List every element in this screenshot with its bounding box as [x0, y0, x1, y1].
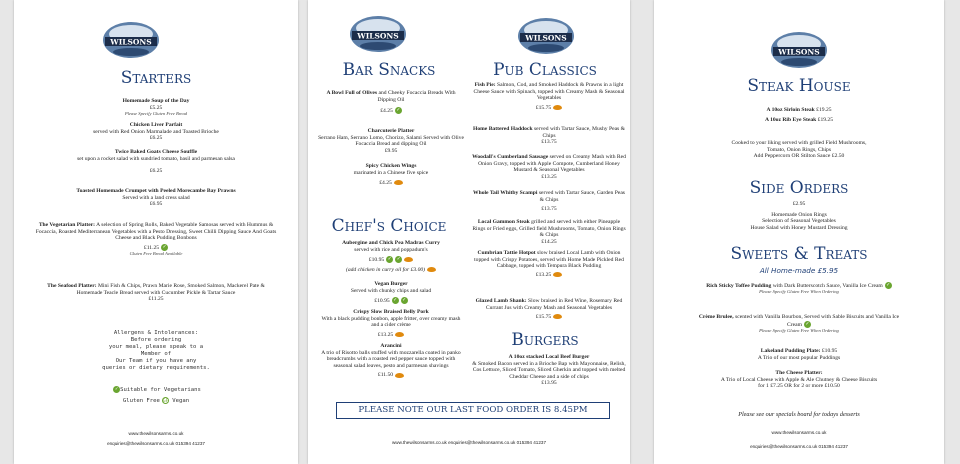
menu-item: Crispy Slow Braised Belly Pork With a black pudding bonbon, apple fritter, over creamy mash and a cider crème £13.25 — [321, 309, 461, 338]
menu-item: A 10oz Sirloin Steak £19.25 A 10oz Rib Eye Steak £19.25 — [764, 107, 834, 123]
menu-item: Vegan Burger Served with chunky chips and salad £10.95 ✓ ✓ — [350, 281, 432, 304]
vegetarian-icon: ✓ — [886, 283, 891, 288]
wilsons-logo — [348, 12, 408, 56]
wilsons-logo — [101, 18, 161, 62]
vegetarian-icon: ✓ — [387, 257, 392, 263]
menu-page-starters — [14, 0, 298, 464]
dietary-legend: ✓ Suitable for Vegetarians Gluten Free GF Vegan — [115, 386, 201, 404]
menu-item: Arancini A trio of Risotto balls stuffed with mozzarella coated in panko breadcrumbs with a roasted red pepper sauce topped with seasonal salad leaves, pesto and parmesan shavings £11.50 — [321, 343, 461, 379]
menu-item: The Cheese Platter: A Trio of Local Cheese with Apple & Ale Chutney & Cheese Biscuits for 1 £7.25 OR for 2 or more £10.50 — [720, 370, 878, 390]
menu-item: Woodall's Cumberland Sausage served on Creamy Mash with Red Onion Gravy, topped with Apple Compote, Cumberland Honey Mustard & Seasonal Vegetables £13.25 — [472, 154, 626, 180]
last-order-notice: PLEASE NOTE OUR LAST FOOD ORDER IS 8.45PM — [336, 402, 610, 419]
menu-item: Fish Pie: Salmon, Cod, and Smoked Haddock & Prawns in a light Cheese Sauce with Spinach, topped with Creamy Mash & Seasonal Vegetables £15.75 — [473, 82, 625, 111]
side-orders-list: £2.95 Homemade Onion Rings Selection of Seasonal Vegetables House Salad with Honey Mustard Dressing — [750, 201, 848, 231]
section-title-pub-classics: Pub Classics — [493, 60, 597, 80]
wilsons-logo — [769, 28, 829, 72]
vegetarian-icon: ✓ — [393, 298, 398, 304]
menu-item: Spicy Chicken Wings marinated in a Chinese five spice £4.25 — [353, 163, 429, 187]
menu-item: Local Gammon Steak grilled and served with either Pineapple Rings or Fried eggs, Grilled field Mushrooms, Tomato, Onion Rings & Chips £14.25 — [472, 219, 626, 245]
website-footer: www.thewilsonsarms.co.uk — [128, 431, 184, 436]
gluten-free-icon: GF — [162, 399, 169, 404]
contact-footer: www.thewilsonsarms.co.uk enquiries@thewilsonsarms.co.uk 015394 41237 — [391, 440, 547, 445]
section-title-bar-snacks: Bar Snacks — [342, 60, 436, 80]
menu-item: Glazed Lamb Shank: Slow braised in Red Wine, Rosemary Red Currant Jus with Creamy Mash and Seasonal Vegetables £15.75 — [475, 298, 623, 321]
section-title-chefs-choice: Chef's Choice — [331, 216, 447, 236]
chilli-icon — [404, 257, 413, 262]
section-title-starters: Starters — [120, 68, 192, 88]
menu-item: Toasted Homemade Crumpet with Peeled Morecambe Bay Prawns Served with a land cress salad £6.95 — [76, 188, 236, 208]
vegetarian-icon: ✓ — [115, 386, 119, 392]
chilli-icon — [395, 373, 404, 378]
menu-item: A 10oz stacked Local Beef Burger & Smoked Bacon served in a Brioche Bap with Mayonnaise, Relish, Cos Lettuce, Sliced Tomato, Sliced Gherkin and topped with melted Cheddar Cheese and a side of chips £13.95 — [472, 354, 626, 387]
section-title-sweets-treats: Sweets & Treats — [730, 244, 868, 264]
menu-item: A Bowl Full of Olives and Cheeky Focaccia Breads With Dipping Oil £4.25 ✓ — [326, 90, 456, 114]
menu-item: The Seafood Platter: Mini Fish & Chips, Prawn Marie Rose, Smoked Salmon, Mackerel Pate & Homemade Teacle Bread served with Cucumber Pickle & Tartar Sauce £11.25 — [47, 283, 265, 303]
menu-item: Lakeland Pudding Plate: £10.95 A Trio of our most popular Puddings — [757, 348, 841, 361]
section-title-steak-house: Steak House — [747, 76, 851, 96]
vegan-icon: ✓ — [402, 298, 407, 304]
chilli-icon — [395, 332, 404, 337]
chilli-icon — [553, 314, 562, 319]
menu-item: Whole Tail Whitby Scampi served with Tartar Sauce, Garden Peas & Chips £13.75 — [473, 190, 625, 213]
sweets-subtitle: All Home-made £5.95 — [759, 266, 839, 275]
contact-footer: enquiries@thewilsonsarms.co.uk 015394 41237 — [107, 441, 205, 446]
menu-item: Chicken Liver Parfait served with Red Onion Marmalade and Toasted Brioche £6.25 — [93, 122, 219, 142]
svg-text:WILSONS: WILSONS — [778, 47, 820, 57]
svg-text:WILSONS: WILSONS — [525, 33, 567, 43]
contact-footer: enquiries@thewilsonsarms.co.uk 015394 41237 — [750, 444, 848, 449]
menu-item: Crème Brulee, scented with Vanilla Bourbon, Served with Sable Biscuits and Vanilla Ice Cream ✓ Please Specify Gluten Free When Ordering — [698, 314, 900, 333]
svg-text:WILSONS: WILSONS — [357, 31, 399, 41]
section-title-burgers: Burgers — [511, 330, 579, 350]
menu-page-mains — [308, 0, 630, 464]
vegetarian-icon: ✓ — [396, 108, 401, 114]
chilli-icon — [427, 267, 436, 272]
chilli-icon — [553, 272, 562, 277]
wilsons-logo — [516, 14, 576, 58]
website-footer: www.thewilsonsarms.co.uk — [771, 430, 827, 435]
menu-item: The Vegetarian Platter: A selection of Spring Rolls, Baked Vegetable Samosas served with Hummus & Focaccia, Roasted Mediterranean Vegetables with a Pesto Dressing, Sweet Chilli Dipping Sauce And Goats Cheese and Black Pudding Bonbons £11.25 ✓ Gluten Free Bread Available — [35, 222, 277, 257]
vegetarian-icon: ✓ — [162, 244, 167, 250]
steak-description: Cooked to your liking served with grilled Field Mushrooms, Tomato, Onion Rings, Chips Add Peppercorn OR Stilton Sauce £2.50 — [731, 140, 867, 160]
specials-notice: Please see our specials board for todays desserts — [738, 411, 860, 418]
menu-item: Rich Sticky Toffee Pudding with Dark Butterscotch Sauce, Vanilla Ice Cream ✓ Please Specify Gluten Free When Ordering — [706, 282, 891, 295]
menu-item: Home Battered Haddock served with Tartar Sauce, Mushy Peas & Chips £13.75 — [473, 126, 625, 146]
svg-text:WILSONS: WILSONS — [110, 37, 152, 47]
menu-item: Twice Baked Goats Cheese Souffle set upon a rocket salad with sundried tomato, basil and parmesan salsa £6.25 — [77, 149, 235, 175]
vegetarian-icon: ✓ — [805, 321, 810, 327]
vegan-icon: ✓ — [396, 257, 401, 263]
chilli-icon — [394, 180, 403, 185]
allergens-notice: Allergens & Intolerances: Before ordering your meal, please speak to a Member of Our Team if you have any queries or dietary requirements. — [102, 330, 210, 371]
menu-item: Charcuterie Platter Serrano Ham, Serrano Lomo, Chorizo, Salami Served with Olive Focaccia Bread and dipping Oil £9.95 — [318, 128, 464, 154]
menu-item: Aubergine and Chick Pea Madras Curry served with rice and poppadum's £10.95 ✓ ✓ (add chicken in curry oil for £3.00) — [342, 240, 440, 273]
menu-page-steaks-desserts — [654, 0, 944, 464]
menu-item: Homemade Soup of the Day £5.25 Please Specify Gluten Free Bread — [122, 98, 190, 117]
section-title-side-orders: Side Orders — [749, 178, 849, 198]
chilli-icon — [553, 105, 562, 110]
menu-item: Cumbrian Tattie Hotpot slow braised Local Lamb with Onion topped with Crispy Potatoes, served with Home Made Pickled Red Cabbage, topped with Tempura Black Pudding £13.25 — [474, 250, 624, 278]
